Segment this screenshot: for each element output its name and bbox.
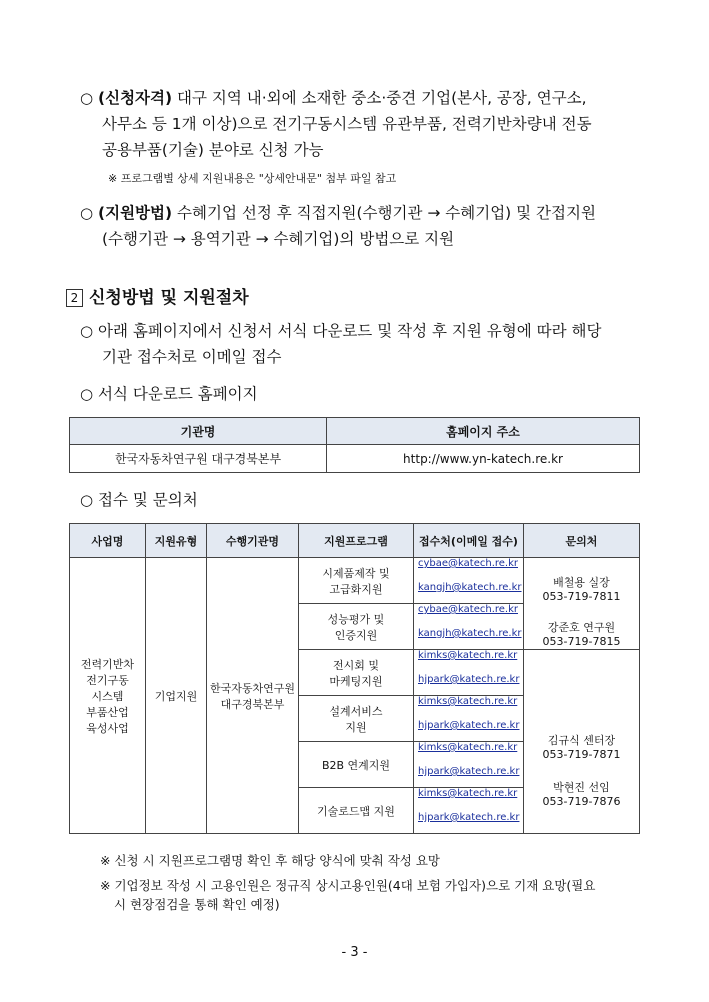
program-name: 전시회 및 마케팅지원 [299, 650, 414, 696]
contact-group-a: 배철용 실장 053-719-7811 강준호 연구원 053-719-7815 [524, 558, 640, 650]
email-link[interactable]: hjpark@katech.re.kr [418, 812, 520, 823]
email-link[interactable]: kangjh@katech.re.kr [418, 628, 522, 639]
program-name: B2B 연계지원 [299, 742, 414, 788]
circle-bullet-icon: ○ [80, 385, 94, 403]
circle-bullet-icon: ○ [80, 89, 94, 107]
detail-note: ※ 프로그램별 상세 지원내용은 "상세안내문" 첨부 파일 참고 [108, 172, 397, 185]
circle-bullet-icon: ○ [80, 491, 94, 509]
bullet-qualification: ○ (신청자격) 대구 지역 내·외에 소재한 중소·중견 기업(본사, 공장, 연구소, [80, 89, 587, 107]
email-link[interactable]: cybae@katech.re.kr [418, 558, 518, 569]
email-link[interactable]: hjpark@katech.re.kr [418, 766, 520, 777]
email-link[interactable]: kimks@katech.re.kr [418, 742, 518, 753]
homepage-table: 기관명 홈페이지 주소 한국자동차연구원 대구경북본부 http://www.yn-katech.re.kr [69, 417, 640, 473]
business-name: 전력기반차 전기구동 시스템 부품산업 육성사업 [70, 558, 146, 834]
email-link[interactable]: kimks@katech.re.kr [418, 788, 518, 799]
circle-bullet-icon: ○ [80, 322, 94, 340]
program-name: 시제품제작 및 고급화지원 [299, 558, 414, 604]
contact-label: ○ 접수 및 문의처 [80, 491, 198, 509]
homepage-url: http://www.yn-katech.re.kr [327, 445, 640, 473]
email-cell [414, 788, 524, 834]
program-name: 성능평가 및 인증지원 [299, 604, 414, 650]
email-cell [414, 650, 524, 696]
email-cell [414, 558, 524, 604]
section-heading: 2 신청방법 및 지원절차 [66, 283, 249, 308]
email-cell [414, 604, 524, 650]
footnote-2-cont: 시 현장점검을 통해 확인 예정) [114, 897, 280, 912]
application-instruction: ○ 아래 홈페이지에서 신청서 서식 다운로드 및 작성 후 지원 유형에 따라 해당 [80, 322, 602, 340]
circle-bullet-icon: ○ [80, 204, 94, 222]
contact-group-b: 김규식 센터장 053-719-7871 박현진 선임 053-719-7876 [524, 650, 640, 834]
download-homepage-label: ○ 서식 다운로드 홈페이지 [80, 385, 258, 403]
footnote-2: ※ 기업정보 작성 시 고용인원은 정규직 상시고용인원(4대 보험 가입자)으로 기재 요망(필요 [100, 878, 596, 893]
email-cell [414, 742, 524, 788]
email-link[interactable]: kangjh@katech.re.kr [418, 582, 522, 593]
agency-name: 한국자동차연구원 대구경북본부 [207, 558, 299, 834]
program-name: 설계서비스 지원 [299, 696, 414, 742]
email-link[interactable]: hjpark@katech.re.kr [418, 720, 520, 731]
footnote-1: ※ 신청 시 지원프로그램명 확인 후 해당 양식에 맞춰 작성 요망 [100, 853, 441, 868]
email-cell [414, 696, 524, 742]
email-link[interactable]: kimks@katech.re.kr [418, 696, 518, 707]
email-link[interactable]: cybae@katech.re.kr [418, 604, 518, 615]
email-link[interactable]: kimks@katech.re.kr [418, 650, 518, 661]
email-link[interactable]: hjpark@katech.re.kr [418, 674, 520, 685]
program-name: 기술로드맵 지원 [299, 788, 414, 834]
support-type: 기업지원 [146, 558, 207, 834]
page-number: - 3 - [341, 945, 368, 960]
contact-table: 사업명 지원유형 수행기관명 지원프로그램 접수처(이메일 접수) 문의처 전력기반차 전기구동 시스템 부품산업 육성사업 기업지원 한국자동차연구원 대구경북본부 시제품제작 및 고급화지원 cybae@katech.re.kr kangjh@katech.re.kr 배철용 실장 053-719-7811 강준호 연구원 053-719-7815 성능평가 및 인증지원 cybae@katech.re.kr kangjh@katech.re.kr 전시회 및 마케팅지원 kimks@katech.re.kr hjpark@katech.re.kr 김규식 센터장 053-719-7871 박현진 선임 053-719-7876 설계서비스 지원 kimks@katech.re.kr hjpark@katech.re.kr B2B 연계지원 kimks@katech.re.kr hjpark@katech.re.kr 기술로드맵 지원 kimks@katech.re.kr hjpark@katech.re.kr [69, 523, 640, 834]
bullet-support-method: ○ (지원방법) 수혜기업 선정 후 직접지원(수행기관 → 수혜기업) 및 간접지원 [80, 204, 596, 222]
